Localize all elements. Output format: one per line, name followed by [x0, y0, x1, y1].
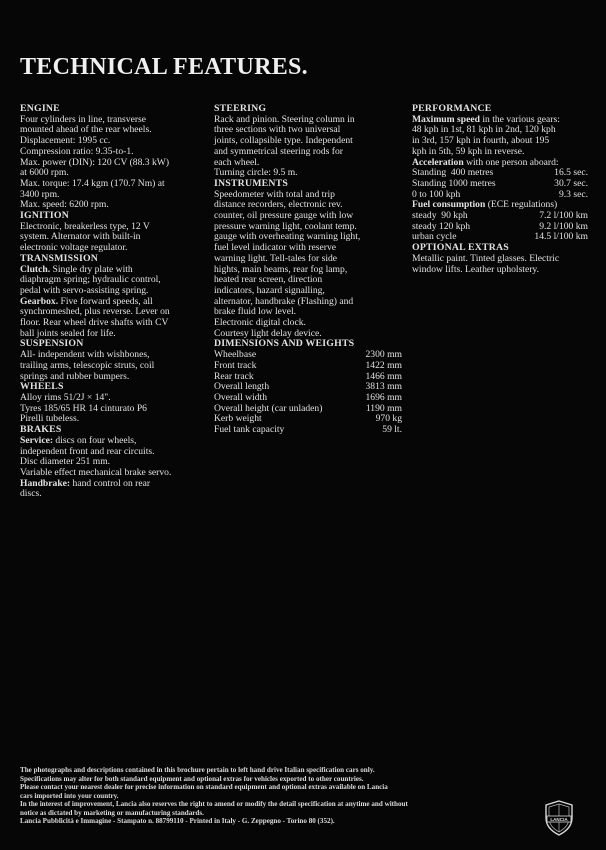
- instruments-line: warning light. Tell-tales for side: [214, 252, 338, 264]
- instruments-line: Electronic digital clock.: [214, 317, 306, 329]
- column-middle: [214, 104, 402, 436]
- instruments-line: gauge with overheating warning light,: [214, 231, 361, 243]
- max-speed-line: in 3rd, 157 kph in fourth, about 195: [412, 135, 550, 147]
- gearbox-line: ball joints sealed for life.: [20, 327, 116, 339]
- steering-line: Rack and pinion. Steering column in: [214, 113, 355, 125]
- section-steering: [214, 104, 402, 179]
- service-line: [20, 436, 206, 447]
- steering-line: Turning circle: 9.5 m.: [214, 167, 298, 179]
- gearbox-text: Five forward speeds, all: [58, 295, 153, 307]
- dimension-label: Kerb weight: [214, 413, 262, 425]
- dimension-value: 1696 mm: [365, 391, 402, 403]
- dimension-row: [214, 361, 402, 372]
- dimension-label: Fuel tank capacity: [214, 424, 285, 436]
- wheels-line: Tyres 185/65 HR 14 cinturato P6: [20, 402, 147, 414]
- footer-line: Specifications may alter for both standard equipment and optional extras for vehicles exported to other countries.: [20, 774, 364, 783]
- service-line: Disc diameter 251 mm.: [20, 456, 111, 468]
- acceleration-row-label: 0 to 100 kph: [412, 188, 461, 200]
- section-suspension: [20, 339, 206, 382]
- instruments-line: indicators, hazard signalling,: [214, 284, 325, 296]
- acceleration-row-label: Standing 1000 metres: [412, 177, 496, 189]
- service-line: Variable effect mechanical brake servo.: [20, 466, 172, 478]
- clutch-line: diaphragm spring; hydraulic control,: [20, 274, 161, 286]
- clutch-text: Single dry plate with: [50, 263, 133, 275]
- clutch-label: Clutch.: [20, 263, 51, 275]
- engine-line: at 6000 rpm.: [20, 167, 69, 179]
- heading-wheels: WHEELS: [20, 381, 64, 393]
- instruments-line: alternator, handbrake (Flashing) and: [214, 295, 354, 307]
- dimension-label: Wheelbase: [214, 349, 257, 361]
- footer-line: In the interest of improvement, Lancia also reserves the right to amend or modify the detail specification at anytime and without: [20, 800, 408, 809]
- heading-transmission: TRANSMISSION: [20, 252, 99, 264]
- fuel-row-label: urban cycle: [412, 231, 457, 243]
- footer-line: Please contact your nearest dealer for precise information on standard equipment and optional extras available on Lancia: [20, 783, 388, 792]
- service-text: discs on four wheels,: [53, 434, 137, 446]
- engine-line: Max. speed: 6200 rpm.: [20, 199, 109, 211]
- heading-engine: ENGINE: [20, 103, 60, 114]
- dimension-label: Overall height (car unladen): [214, 402, 323, 414]
- max-speed-line: 48 kph in 1st, 81 kph in 2nd, 120 kph: [412, 124, 556, 136]
- steering-line: joints, collapsible type. Independent: [214, 135, 353, 147]
- acceleration-row-value: 16.5 sec.: [554, 167, 588, 179]
- clutch-line: pedal with servo-assisting spring.: [20, 284, 149, 296]
- instruments-line: Courtesy light delay device.: [214, 327, 322, 339]
- column-left: [20, 104, 206, 500]
- engine-line: Max. torque: 17.4 kgm (170.7 Nm) at: [20, 177, 165, 189]
- fuel-row-label: steady 90 kph: [412, 210, 468, 222]
- wheels-line: Alloy rims 51/2J × 14".: [20, 391, 111, 403]
- steering-line: each wheel.: [214, 156, 260, 168]
- instruments-line: brake fluid low level.: [214, 306, 297, 318]
- acceleration-label: Acceleration: [412, 156, 464, 168]
- dimension-value: 3813 mm: [365, 381, 402, 393]
- max-speed-label: Maximum speed: [412, 113, 480, 125]
- lancia-shield-icon: [544, 800, 574, 836]
- section-brakes: [20, 425, 206, 500]
- gearbox-line: synchromeshed, plus reverse. Lever on: [20, 306, 170, 318]
- acceleration-row-label: Standing 400 metres: [412, 167, 494, 179]
- handbrake-text: hand control on rear: [70, 477, 151, 489]
- ignition-line: electronic voltage regulator.: [20, 242, 128, 254]
- dimension-label: Overall length: [214, 381, 270, 393]
- engine-line: Max. power (DIN): 120 CV (88.3 kW): [20, 156, 170, 168]
- heading-performance: PERFORMANCE: [412, 103, 492, 114]
- section-wheels: [20, 382, 206, 425]
- steering-line: and symmetrical steering rods for: [214, 145, 343, 157]
- acceleration-text: with one person aboard:: [463, 156, 559, 168]
- heading-optional-extras: OPTIONAL EXTRAS: [412, 242, 509, 254]
- service-label: Service:: [20, 434, 54, 446]
- page-title: TECHNICAL FEATURES.: [20, 54, 308, 80]
- extras-line: window lifts. Leather upholstery.: [412, 263, 539, 275]
- heading-instruments: INSTRUMENTS: [214, 177, 289, 189]
- section-performance: [412, 104, 588, 243]
- fuel-label: Fuel consumption: [412, 199, 486, 211]
- handbrake-line: discs.: [20, 488, 42, 500]
- max-speed-text: in the various gears:: [479, 113, 560, 125]
- dimension-value: 1422 mm: [365, 359, 402, 371]
- dimension-row: [214, 425, 402, 436]
- section-optional-extras: [412, 243, 588, 275]
- handbrake-label: Handbrake:: [20, 477, 71, 489]
- section-ignition: [20, 211, 206, 254]
- service-line: independent front and rear circuits.: [20, 445, 155, 457]
- column-right: [412, 104, 588, 275]
- instruments-line: counter, oil pressure gauge with low: [214, 210, 354, 222]
- dimension-label: Rear track: [214, 370, 254, 382]
- instruments-line: heated rear screen, direction: [214, 274, 323, 286]
- ignition-line: system. Alternator with built-in: [20, 231, 141, 243]
- dimension-value: 2300 mm: [365, 349, 402, 361]
- extras-line: Metallic paint. Tinted glasses. Electric: [412, 252, 560, 264]
- gearbox-label: Gearbox.: [20, 295, 59, 307]
- instruments-line: distance recorders, electronic rev.: [214, 199, 343, 211]
- section-engine: [20, 104, 206, 211]
- heading-dimensions: DIMENSIONS AND WEIGHTS: [214, 338, 355, 350]
- section-instruments: [214, 179, 402, 340]
- instruments-line: fuel level indicator with reserve: [214, 242, 337, 254]
- dimension-label: Front track: [214, 359, 257, 371]
- dimension-value: 1466 mm: [365, 370, 402, 382]
- footer-line: Lancia Pubblicità e Immagine - Stampato n. 88799110 - Printed in Italy - G. Zeppegno - Torino 80 (352).: [20, 817, 335, 826]
- logo-text: LANCIA: [550, 816, 568, 822]
- heading-suspension: SUSPENSION: [20, 338, 84, 350]
- section-transmission: [20, 254, 206, 340]
- wheels-line: Pirelli tubeless.: [20, 413, 80, 425]
- fuel-text: (ECE regulations): [485, 199, 558, 211]
- heading-ignition: IGNITION: [20, 210, 69, 222]
- fuel-row-value: 7.2 l/100 km: [539, 210, 588, 222]
- footer-line: notice as dictated by marketing or manufacturing standards.: [20, 808, 204, 817]
- engine-line: mounted ahead of the rear wheels.: [20, 124, 152, 136]
- footer-line: cars imported into your country.: [20, 791, 119, 800]
- dimension-value: 1190 mm: [365, 402, 402, 414]
- fuel-row-value: 9.2 l/100 km: [539, 220, 588, 232]
- instruments-line: hights, main beams, rear fog lamp,: [214, 263, 348, 275]
- instruments-line: Speedometer with total and trip: [214, 188, 335, 200]
- suspension-line: trailing arms, telescopic struts, coil: [20, 359, 155, 371]
- footer-disclaimer: [20, 766, 535, 826]
- gearbox-line: floor. Rear wheel drive shafts with CV: [20, 317, 169, 329]
- engine-line: Four cylinders in line, transverse: [20, 113, 147, 125]
- suspension-line: All- independent with wishbones,: [20, 349, 150, 361]
- suspension-line: springs and rubber bumpers.: [20, 370, 130, 382]
- acceleration-row-value: 9.3 sec.: [558, 188, 588, 200]
- acceleration-row-value: 30.7 sec.: [554, 177, 588, 189]
- heading-steering: STEERING: [214, 103, 267, 114]
- engine-line: 3400 rpm.: [20, 188, 60, 200]
- engine-line: Displacement: 1995 cc.: [20, 135, 111, 147]
- dimension-value: 970 kg: [375, 413, 402, 425]
- handbrake-line: [20, 479, 206, 490]
- engine-line: Compression ratio: 9.35-to-1.: [20, 145, 134, 157]
- fuel-row-value: 14.5 l/100 km: [534, 231, 588, 243]
- dimension-label: Overall width: [214, 391, 268, 403]
- section-dimensions: [214, 339, 402, 435]
- ignition-line: Electronic, breakerless type, 12 V: [20, 220, 150, 232]
- steering-line: three sections with two universal: [214, 124, 341, 136]
- footer-line: The photographs and descriptions contained in this brochure pertain to left hand drive Italian specification cars only.: [20, 766, 375, 774]
- fuel-row-label: steady 120 kph: [412, 220, 471, 232]
- dimension-value: 59 lt.: [382, 424, 402, 436]
- max-speed-line: kph in 5th, 59 kph in reverse.: [412, 145, 525, 157]
- instruments-line: pressure warning light, coolant temp.: [214, 220, 357, 232]
- heading-brakes: BRAKES: [20, 424, 62, 436]
